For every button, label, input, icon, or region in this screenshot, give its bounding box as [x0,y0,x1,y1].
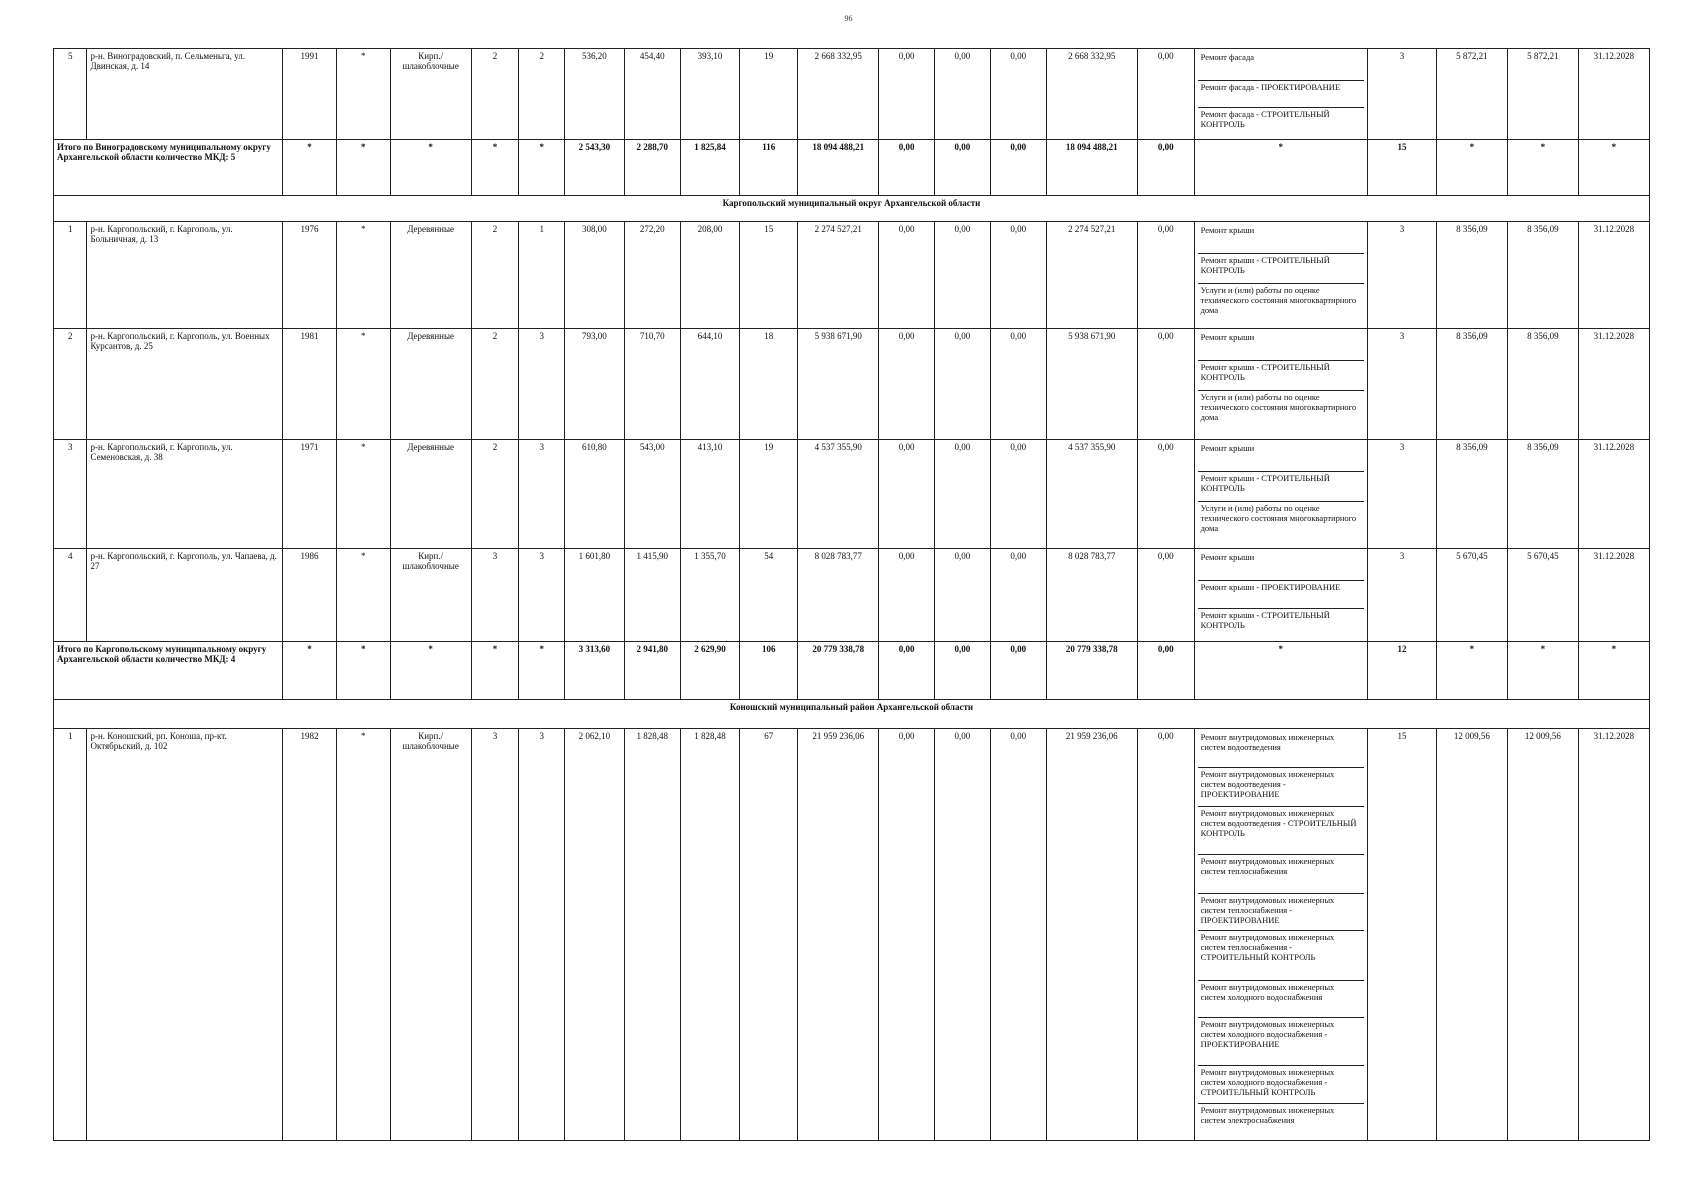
work-item: Ремонт крыши - СТРОИТЕЛЬНЫЙ КОНТРОЛЬ [1198,254,1364,284]
row-year: 1986 [283,549,337,642]
row-area-living: 543,00 [624,440,680,549]
row-star: * [336,222,390,329]
row-number: 1 [54,222,87,329]
row-area-owned: 208,00 [680,222,740,329]
work-item: Ремонт внутридомовых инженерных систем холодного водоснабжения [1198,981,1364,1018]
row-area-living: 710,70 [624,329,680,440]
row-cost-total: 4 537 355,90 [798,440,879,549]
total-fund-3: 0,00 [990,140,1046,196]
total-fund-1: 0,00 [879,140,935,196]
work-item: Ремонт фасада - ПРОЕКТИРОВАНИЕ [1198,81,1364,108]
row-residents: 54 [740,549,798,642]
row-fund-4: 4 537 355,90 [1046,440,1137,549]
table-row [54,440,1650,549]
row-address: р-н. Каргопольский, г. Каргополь, ул. Больничная, д. 13 [87,222,283,329]
row-date: 31.12.2028 [1578,49,1649,140]
table-row [54,49,1650,140]
work-item: Ремонт внутридомовых инженерных систем теплоснабжения - СТРОИТЕЛЬНЫЙ КОНТРОЛЬ [1198,931,1364,981]
row-qty: 15 [1367,729,1436,1141]
row-star: * [336,49,390,140]
row-area-owned: 1 828,48 [680,729,740,1141]
row-works [1194,49,1367,140]
row-works [1194,329,1367,440]
row-number: 1 [54,729,87,1141]
work-item: Ремонт внутридомовых инженерных систем водоотведения - СТРОИТЕЛЬНЫЙ КОНТРОЛЬ [1198,807,1364,855]
row-fund-3: 0,00 [990,729,1046,1141]
row-date: 31.12.2028 [1578,329,1649,440]
total-row [54,140,1650,196]
work-item: Ремонт крыши [1198,442,1364,472]
row-limit-cost: 5 872,21 [1507,49,1578,140]
total-area-living: 2 941,80 [624,642,680,700]
row-fund-1: 0,00 [879,329,935,440]
row-cost-total: 5 938 671,90 [798,329,879,440]
row-date: 31.12.2028 [1578,729,1649,1141]
row-area-total: 2 062,10 [565,729,625,1141]
row-fund-2: 0,00 [935,329,991,440]
section-header: Коношский муниципальный район Архангельской области [54,700,1650,729]
row-material: Деревянные [390,222,471,329]
total-star: * [1194,140,1367,196]
total-fund-2: 0,00 [935,140,991,196]
capital-repair-table [53,48,1650,1141]
row-fund-5: 0,00 [1137,329,1194,440]
total-star: * [519,642,565,700]
row-limit-cost: 5 670,45 [1507,549,1578,642]
row-year: 1991 [283,49,337,140]
total-fund-5: 0,00 [1137,642,1194,700]
total-star: * [1578,642,1649,700]
work-item: Ремонт внутридомовых инженерных систем теплоснабжения [1198,855,1364,894]
total-star: * [283,642,337,700]
total-star: * [1436,642,1507,700]
row-star: * [336,440,390,549]
row-area-total: 1 601,80 [565,549,625,642]
row-fund-1: 0,00 [879,222,935,329]
row-limit-cost: 8 356,09 [1507,440,1578,549]
total-star: * [1578,140,1649,196]
row-cost-total: 21 959 236,06 [798,729,879,1141]
row-cost-total: 2 668 332,95 [798,49,879,140]
total-fund-3: 0,00 [990,642,1046,700]
row-number: 2 [54,329,87,440]
row-year: 1976 [283,222,337,329]
row-area-owned: 393,10 [680,49,740,140]
total-fund-2: 0,00 [935,642,991,700]
row-floors: 2 [471,222,519,329]
row-unit-cost: 8 356,09 [1436,440,1507,549]
row-limit-cost: 8 356,09 [1507,222,1578,329]
row-fund-3: 0,00 [990,49,1046,140]
row-residents: 19 [740,440,798,549]
total-star: * [1194,642,1367,700]
total-area-owned: 2 629,90 [680,642,740,700]
total-star: * [471,642,519,700]
total-residents: 106 [740,642,798,700]
total-star: * [1436,140,1507,196]
total-star: * [390,642,471,700]
row-fund-4: 5 938 671,90 [1046,329,1137,440]
row-works [1194,729,1367,1141]
work-item: Ремонт крыши - ПРОЕКТИРОВАНИЕ [1198,581,1364,609]
total-area-living: 2 288,70 [624,140,680,196]
row-area-living: 454,40 [624,49,680,140]
work-item: Ремонт крыши [1198,331,1364,361]
row-fund-5: 0,00 [1137,49,1194,140]
work-item: Ремонт фасада - СТРОИТЕЛЬНЫЙ КОНТРОЛЬ [1200,109,1330,129]
table-row [54,549,1650,642]
row-year: 1971 [283,440,337,549]
row-cost-total: 8 028 783,77 [798,549,879,642]
section-header: Каргопольский муниципальный округ Архангельской области [54,196,1650,222]
total-label: Итого по Виноградовскому муниципальному округу Архангельской области количество МКД: 5 [54,140,283,196]
row-fund-1: 0,00 [879,729,935,1141]
row-limit-cost: 12 009,56 [1507,729,1578,1141]
row-number: 4 [54,549,87,642]
row-unit-cost: 5 872,21 [1436,49,1507,140]
row-address: р-н. Каргопольский, г. Каргополь, ул. Семеновская, д. 38 [87,440,283,549]
row-fund-2: 0,00 [935,49,991,140]
row-fund-5: 0,00 [1137,440,1194,549]
work-item: Ремонт внутридомовых инженерных систем электроснабжения [1200,1105,1335,1125]
work-item: Услуги и (или) работы по оценке технического состояния многоквартирного дома [1200,503,1357,533]
row-date: 31.12.2028 [1578,222,1649,329]
row-entrances: 2 [519,49,565,140]
table-row [54,222,1650,329]
total-star: * [471,140,519,196]
work-item: Ремонт внутридомовых инженерных систем холодного водоснабжения - ПРОЕКТИРОВАНИЕ [1198,1018,1364,1066]
row-area-living: 1 415,90 [624,549,680,642]
row-fund-2: 0,00 [935,440,991,549]
row-material: Деревянные [390,329,471,440]
row-area-total: 308,00 [565,222,625,329]
total-fund-4: 20 779 338,78 [1046,642,1137,700]
work-item: Ремонт крыши [1198,551,1364,581]
row-works [1194,549,1367,642]
total-star: * [1507,642,1578,700]
row-address: р-н. Коношский, рп. Коноша, пр-кт. Октябрьский, д. 102 [87,729,283,1141]
row-star: * [336,549,390,642]
row-qty: 3 [1367,49,1436,140]
row-unit-cost: 12 009,56 [1436,729,1507,1141]
row-material: Кирп./ шлакоблочные [390,729,471,1141]
row-area-owned: 1 355,70 [680,549,740,642]
total-cost: 18 094 488,21 [798,140,879,196]
work-item: Ремонт крыши - СТРОИТЕЛЬНЫЙ КОНТРОЛЬ [1200,610,1330,630]
row-fund-4: 21 959 236,06 [1046,729,1137,1141]
row-material: Кирп./ шлакоблочные [390,49,471,140]
row-fund-1: 0,00 [879,49,935,140]
row-area-living: 1 828,48 [624,729,680,1141]
row-residents: 15 [740,222,798,329]
row-limit-cost: 8 356,09 [1507,329,1578,440]
total-star: * [336,140,390,196]
section-row [54,700,1650,729]
work-item: Услуги и (или) работы по оценке технического состояния многоквартирного дома [1200,392,1357,422]
work-item: Ремонт внутридомовых инженерных систем водоотведения - ПРОЕКТИРОВАНИЕ [1198,768,1364,807]
row-works [1194,440,1367,549]
total-star: * [336,642,390,700]
row-fund-3: 0,00 [990,549,1046,642]
total-area-total: 3 313,60 [565,642,625,700]
row-area-total: 536,20 [565,49,625,140]
row-entrances: 1 [519,222,565,329]
row-residents: 19 [740,49,798,140]
row-fund-1: 0,00 [879,549,935,642]
row-floors: 3 [471,729,519,1141]
row-material: Кирп./ шлакоблочные [390,549,471,642]
row-qty: 3 [1367,222,1436,329]
row-floors: 2 [471,49,519,140]
row-fund-3: 0,00 [990,222,1046,329]
work-item: Ремонт фасада [1198,51,1364,81]
row-entrances: 3 [519,549,565,642]
row-area-total: 610,80 [565,440,625,549]
total-fund-1: 0,00 [879,642,935,700]
row-fund-4: 8 028 783,77 [1046,549,1137,642]
row-entrances: 3 [519,440,565,549]
work-item: Ремонт внутридомовых инженерных систем водоотведения [1198,731,1364,768]
total-row [54,642,1650,700]
total-area-total: 2 543,30 [565,140,625,196]
row-number: 3 [54,440,87,549]
row-number: 5 [54,49,87,140]
row-fund-5: 0,00 [1137,729,1194,1141]
total-fund-5: 0,00 [1137,140,1194,196]
row-residents: 67 [740,729,798,1141]
work-item: Ремонт крыши - СТРОИТЕЛЬНЫЙ КОНТРОЛЬ [1198,472,1364,502]
row-address: р-н. Каргопольский, г. Каргополь, ул. Чапаева, д. 27 [87,549,283,642]
row-residents: 18 [740,329,798,440]
row-cost-total: 2 274 527,21 [798,222,879,329]
row-year: 1981 [283,329,337,440]
row-address: р-н. Каргопольский, г. Каргополь, ул. Военных Курсантов, д. 25 [87,329,283,440]
total-cost: 20 779 338,78 [798,642,879,700]
table-row [54,329,1650,440]
work-item: Ремонт крыши - СТРОИТЕЛЬНЫЙ КОНТРОЛЬ [1198,361,1364,391]
work-item: Услуги и (или) работы по оценке технического состояния многоквартирного дома [1200,285,1357,315]
row-floors: 3 [471,549,519,642]
row-qty: 3 [1367,440,1436,549]
total-star: * [1507,140,1578,196]
total-fund-4: 18 094 488,21 [1046,140,1137,196]
work-item: Ремонт внутридомовых инженерных систем теплоснабжения - ПРОЕКТИРОВАНИЕ [1198,894,1364,931]
page-number: 96 [844,14,853,23]
total-qty: 12 [1367,642,1436,700]
total-label: Итого по Каргопольскому муниципальному округу Архангельской области количество МКД: 4 [54,642,283,700]
total-star: * [519,140,565,196]
row-date: 31.12.2028 [1578,549,1649,642]
row-fund-1: 0,00 [879,440,935,549]
row-fund-4: 2 274 527,21 [1046,222,1137,329]
row-area-living: 272,20 [624,222,680,329]
row-area-owned: 413,10 [680,440,740,549]
row-fund-4: 2 668 332,95 [1046,49,1137,140]
row-area-owned: 644,10 [680,329,740,440]
work-item: Ремонт крыши [1198,224,1364,254]
total-qty: 15 [1367,140,1436,196]
row-fund-5: 0,00 [1137,222,1194,329]
row-floors: 2 [471,329,519,440]
row-fund-2: 0,00 [935,549,991,642]
row-star: * [336,329,390,440]
row-year: 1982 [283,729,337,1141]
row-star: * [336,729,390,1141]
row-entrances: 3 [519,329,565,440]
row-fund-2: 0,00 [935,729,991,1141]
row-fund-5: 0,00 [1137,549,1194,642]
total-star: * [283,140,337,196]
row-unit-cost: 8 356,09 [1436,329,1507,440]
row-unit-cost: 5 670,45 [1436,549,1507,642]
total-residents: 116 [740,140,798,196]
total-star: * [390,140,471,196]
section-row [54,196,1650,222]
row-works [1194,222,1367,329]
row-material: Деревянные [390,440,471,549]
row-qty: 3 [1367,329,1436,440]
row-qty: 3 [1367,549,1436,642]
row-date: 31.12.2028 [1578,440,1649,549]
row-unit-cost: 8 356,09 [1436,222,1507,329]
row-entrances: 3 [519,729,565,1141]
work-item: Ремонт внутридомовых инженерных систем холодного водоснабжения - СТРОИТЕЛЬНЫЙ КОНТРОЛЬ [1198,1066,1364,1104]
row-address: р-н. Виноградовский, п. Сельменьга, ул. Двинская, д. 14 [87,49,283,140]
row-fund-2: 0,00 [935,222,991,329]
row-fund-3: 0,00 [990,440,1046,549]
row-floors: 2 [471,440,519,549]
row-area-total: 793,00 [565,329,625,440]
row-fund-3: 0,00 [990,329,1046,440]
table-row [54,729,1650,1141]
total-area-owned: 1 825,84 [680,140,740,196]
